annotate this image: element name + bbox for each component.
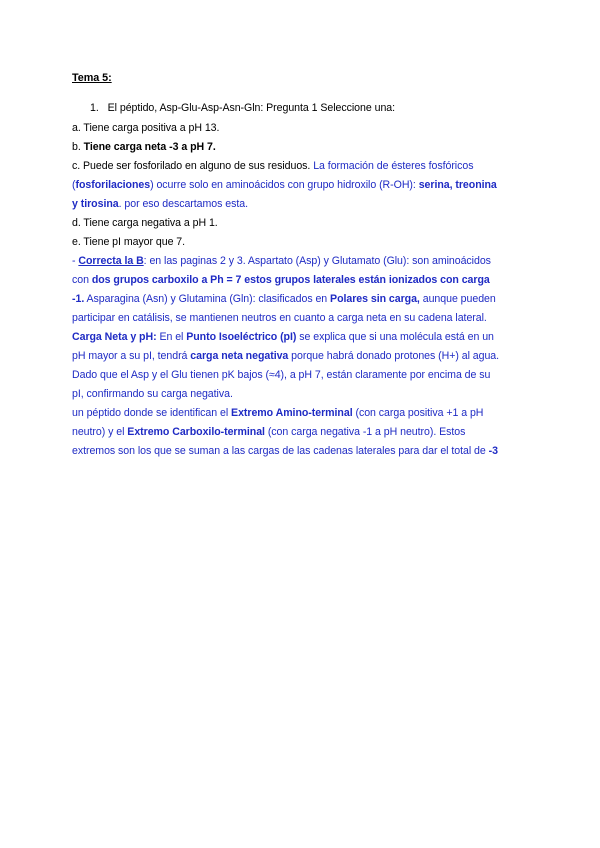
explanation-text: aunque pueden (419, 293, 496, 305)
question-text: El péptido, Asp-Glu-Asp-Asn-Gln: Pregunta 1 Seleccione una: (107, 102, 396, 114)
option-b-text: Tiene carga neta -3 a pH 7. (83, 141, 216, 153)
explanation-line-9 (72, 406, 483, 420)
option-c (72, 159, 473, 173)
explanation-line-10 (72, 425, 465, 439)
explanation-text: pH mayor a su pI, tendrá (72, 350, 191, 362)
explanation-line-8: pI, confirmando su carga negativa. (72, 388, 233, 400)
explanation-bold: Extremo Amino-terminal (231, 407, 353, 419)
explanation-bold: Polares sin carga, (330, 293, 420, 305)
explanation-line-11 (72, 444, 498, 458)
question-number: 1. (90, 102, 99, 114)
explanation-line-1 (72, 254, 491, 268)
explanation-bold: Punto Isoeléctrico (pI) (186, 331, 297, 343)
note-paren: ( (72, 179, 76, 191)
explanation-bold: Extremo Carboxilo-terminal (127, 426, 265, 438)
explanation-line-5 (72, 330, 494, 344)
explanation-text: porque habrá donado protones (H+) al agua. (288, 350, 500, 362)
question-line (90, 101, 395, 115)
explanation-text: neutro) y el (72, 426, 128, 438)
explanation-text: extremos son los que se suman a las cargas de las cadenas laterales para dar el total de (72, 445, 489, 457)
option-e: e. Tiene pI mayor que 7. (72, 236, 186, 248)
option-b (72, 140, 216, 154)
note-amino-list: serina, treonina (418, 179, 497, 191)
explanation-text: (con carga positiva +1 a pH (352, 407, 484, 419)
explanation-text: (con carga negativa -1 a pH neutro). Estos (264, 426, 466, 438)
explanation-bold: dos grupos carboxilo a Ph = 7 estos grupos laterales están ionizados con carga (91, 274, 490, 286)
explanation-line-2 (72, 273, 490, 287)
explanation-text: : en las paginas 2 y 3. Aspartato (Asp) y Glutamato (Glu): son aminoácidos (143, 255, 491, 267)
option-c-note-line-3 (72, 197, 248, 211)
explanation-line-7: Dado que el Asp y el Glu tienen pK bajos (≈4), a pH 7, están claramente por encima de su (72, 369, 491, 381)
explanation-line-4: participar en catálisis, se mantienen neutros en cuanto a carga neta en su cadena lateral. (72, 312, 487, 324)
page-title: Tema 5: (72, 72, 112, 84)
explanation-line-6 (72, 349, 499, 363)
note-fosforilaciones: fosforilaciones (75, 179, 151, 191)
explanation-dash: - (72, 255, 79, 267)
explanation-text: se explica que si una molécula está en un (296, 331, 494, 343)
explanation-bold: carga neta negativa (190, 350, 289, 362)
option-b-prefix: b. (72, 141, 84, 153)
explanation-line-3 (72, 292, 496, 306)
option-c-text: c. Puede ser fosforilado en alguno de sus residuos. (72, 160, 314, 172)
option-c-note-line-2 (72, 178, 497, 192)
option-a: a. Tiene carga positiva a pH 13. (72, 122, 220, 134)
explanation-text: Asparagina (Asn) y Glutamina (Gln): clasificados en (84, 293, 331, 305)
correct-answer-label: Correcta la B (78, 255, 144, 267)
option-c-note: La formación de ésteres fosfóricos (313, 160, 474, 172)
option-d: d. Tiene carga negativa a pH 1. (72, 217, 218, 229)
note-conclusion: . por eso descartamos esta. (118, 198, 248, 210)
note-text: ) ocurre solo en aminoácidos con grupo hidroxilo (R-OH): (150, 179, 419, 191)
explanation-text: con (72, 274, 92, 286)
section-heading-carga-neta: Carga Neta y pH: (72, 331, 157, 343)
explanation-text: un péptido donde se identifican el (72, 407, 232, 419)
explanation-text: En el (156, 331, 187, 343)
explanation-bold: -1. (72, 293, 85, 305)
note-tirosina: y tirosina (72, 198, 119, 210)
explanation-bold: -3 (488, 445, 498, 457)
